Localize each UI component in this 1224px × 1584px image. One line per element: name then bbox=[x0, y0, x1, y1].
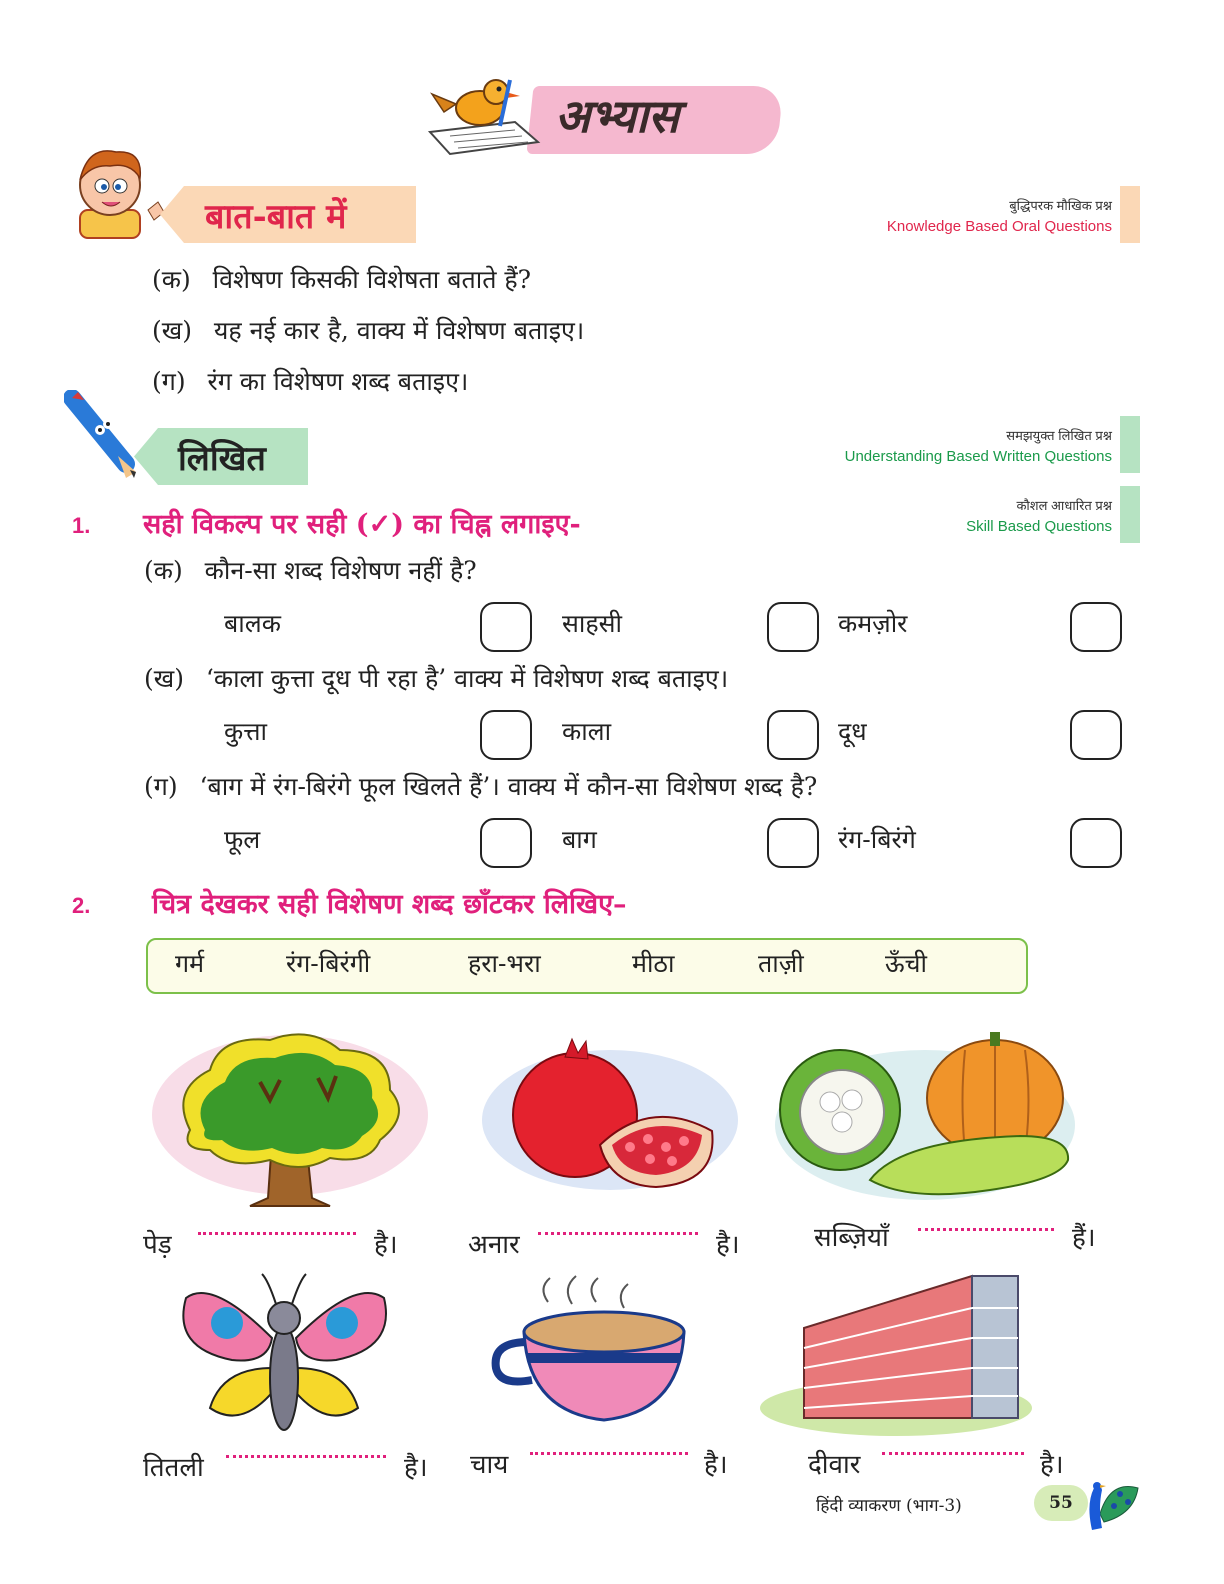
q1-item-ka bbox=[144, 553, 477, 587]
oral-q-ka bbox=[152, 262, 531, 296]
q1-kha-checkbox-1[interactable] bbox=[480, 710, 532, 760]
page-number: 55 bbox=[1034, 1485, 1088, 1521]
q1-ka-option-2: साहसी bbox=[562, 609, 623, 638]
q1-ga-option-2: बाग bbox=[562, 825, 597, 854]
section-title-written: लिखित bbox=[178, 439, 266, 479]
q2-number: 2. bbox=[72, 893, 91, 918]
q1-kha-checkbox-3[interactable] bbox=[1070, 710, 1122, 760]
caption-tree-verb: है। bbox=[374, 1230, 398, 1260]
written-type-bar bbox=[1120, 416, 1140, 473]
q1-ka-option-3: कमज़ोर bbox=[838, 609, 908, 638]
written-type-hindi: समझयुक्त लिखित प्रश्न bbox=[1006, 428, 1112, 443]
caption-vegetables-verb: हैं। bbox=[1072, 1223, 1096, 1253]
q1-ga-option-1: फूल bbox=[224, 825, 261, 854]
q1-ga-marker: (ग) bbox=[144, 772, 178, 801]
answer-blank-vegetables[interactable] bbox=[918, 1228, 1054, 1231]
section-title-oral: बात-बात में bbox=[205, 197, 347, 237]
oral-type-english: Knowledge Based Oral Questions bbox=[886, 218, 1112, 235]
oral-q-ga-text: रंग का विशेषण शब्द बताइए। bbox=[207, 367, 469, 396]
q1-kha-option-3: दूध bbox=[838, 717, 867, 746]
vegetables-image bbox=[770, 1030, 1080, 1210]
pomegranate-image bbox=[480, 1035, 750, 1195]
bird-writing-icon bbox=[420, 70, 550, 160]
q1-ka-checkbox-3[interactable] bbox=[1070, 602, 1122, 652]
caption-tea-noun: चाय bbox=[470, 1450, 509, 1480]
q1-ga-option-3: रंग-बिरंगे bbox=[838, 825, 916, 854]
oral-q-kha-marker: (ख) bbox=[152, 316, 192, 345]
oral-type-bar bbox=[1120, 186, 1140, 243]
word-bank-item-1: गर्म bbox=[175, 949, 205, 978]
written-question-type bbox=[752, 426, 1112, 465]
oral-q-ga bbox=[152, 364, 468, 398]
q1-kha-option-1: कुत्ता bbox=[224, 717, 267, 746]
skill-type-hindi: कौशल आधारित प्रश्न bbox=[1016, 498, 1112, 513]
page-title: अभ्यास bbox=[555, 89, 679, 143]
skill-question-type bbox=[752, 496, 1112, 535]
wall-image bbox=[756, 1268, 1046, 1438]
q1-heading: सही विकल्प पर सही (✓) का चिह्न लगाइए- bbox=[143, 509, 581, 540]
answer-blank-pomegranate[interactable] bbox=[538, 1232, 698, 1235]
q1-item-kha bbox=[144, 661, 728, 695]
tree-image bbox=[150, 1020, 430, 1210]
book-title: हिंदी व्याकरण (भाग-3) bbox=[816, 1496, 962, 1516]
q1-ka-marker: (क) bbox=[144, 556, 183, 585]
answer-blank-butterfly[interactable] bbox=[226, 1455, 386, 1458]
caption-wall-noun: दीवार bbox=[808, 1450, 861, 1480]
q1-item-ga bbox=[144, 769, 817, 803]
caption-wall-verb: है। bbox=[1040, 1450, 1064, 1480]
q1-ka-option-1: बालक bbox=[224, 609, 281, 638]
oral-q-ga-marker: (ग) bbox=[152, 367, 186, 396]
peacock-icon bbox=[1080, 1474, 1142, 1534]
caption-butterfly-verb: है। bbox=[404, 1453, 428, 1483]
q1-ka-checkbox-2[interactable] bbox=[767, 602, 819, 652]
word-bank-item-4: मीठा bbox=[632, 949, 675, 978]
q1-kha-text: ‘काला कुत्ता दूध पी रहा है’ वाक्य में विशेषण शब्द बताइए। bbox=[205, 664, 729, 693]
oral-q-ka-marker: (क) bbox=[152, 265, 191, 294]
oral-question-type bbox=[792, 196, 1112, 235]
caption-butterfly-noun: तितली bbox=[143, 1453, 204, 1483]
butterfly-image bbox=[172, 1268, 396, 1438]
written-type-english: Understanding Based Written Questions bbox=[844, 448, 1112, 465]
q1-ga-checkbox-2[interactable] bbox=[767, 818, 819, 868]
q1-ga-text: ‘बाग में रंग-बिरंगे फूल खिलते हैं’। वाक्य में कौन-सा विशेषण शब्द है? bbox=[199, 772, 818, 801]
skill-type-english: Skill Based Questions bbox=[966, 518, 1112, 535]
oral-type-hindi: बुद्धिपरक मौखिक प्रश्न bbox=[1009, 198, 1112, 213]
q1-kha-checkbox-2[interactable] bbox=[767, 710, 819, 760]
word-bank-item-5: ताज़ी bbox=[758, 949, 804, 978]
tea-cup-image bbox=[488, 1272, 692, 1438]
q1-ka-checkbox-1[interactable] bbox=[480, 602, 532, 652]
oral-q-kha bbox=[152, 313, 584, 347]
q1-number: 1. bbox=[72, 513, 91, 538]
word-bank-item-3: हरा-भरा bbox=[468, 949, 541, 978]
boy-mascot-icon bbox=[68, 140, 168, 240]
answer-blank-wall[interactable] bbox=[882, 1452, 1024, 1455]
q1-ga-checkbox-3[interactable] bbox=[1070, 818, 1122, 868]
caption-pomegranate-noun: अनार bbox=[468, 1230, 520, 1260]
answer-blank-tree[interactable] bbox=[198, 1232, 356, 1235]
oral-q-ka-text: विशेषण किसकी विशेषता बताते हैं? bbox=[212, 265, 532, 294]
caption-tea-verb: है। bbox=[704, 1450, 728, 1480]
caption-tree-noun: पेड़ bbox=[143, 1230, 172, 1260]
answer-blank-tea[interactable] bbox=[530, 1452, 688, 1455]
q1-kha-option-2: काला bbox=[562, 717, 612, 746]
q2-heading: चित्र देखकर सही विशेषण शब्द छाँटकर लिखिए– bbox=[152, 889, 627, 920]
q1-ga-checkbox-1[interactable] bbox=[480, 818, 532, 868]
word-bank-item-2: रंग-बिरंगी bbox=[286, 949, 371, 978]
skill-type-bar bbox=[1120, 486, 1140, 543]
oral-q-kha-text: यह नई कार है, वाक्य में विशेषण बताइए। bbox=[213, 316, 585, 345]
word-bank-item-6: ऊँची bbox=[885, 949, 927, 978]
pencil-mascot-icon bbox=[64, 390, 144, 482]
caption-vegetables-noun: सब्ज़ियाँ bbox=[814, 1223, 889, 1253]
caption-pomegranate-verb: है। bbox=[716, 1230, 740, 1260]
q1-kha-marker: (ख) bbox=[144, 664, 184, 693]
q1-ka-text: कौन-सा शब्द विशेषण नहीं है? bbox=[204, 556, 477, 585]
